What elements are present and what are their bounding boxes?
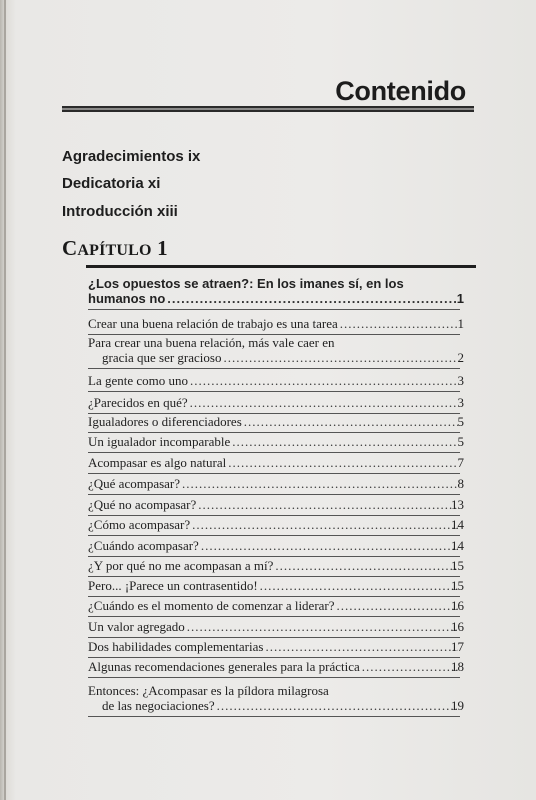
toc-entry — [88, 639, 464, 654]
toc-entry-title: ¿Qué no acompasar? — [88, 497, 197, 512]
toc-entry-page: 17 — [451, 639, 464, 654]
toc-entry-rule — [88, 616, 460, 617]
toc-entry — [88, 497, 464, 512]
dot-leader — [260, 578, 458, 593]
toc-entry-page: 2 — [457, 350, 464, 365]
toc-entry-rule — [88, 391, 460, 392]
dot-leader — [275, 558, 458, 573]
toc-entry-rule — [88, 596, 460, 597]
toc-entry — [88, 276, 464, 306]
toc-entry-title: Pero... ¡Parece un contrasentido! — [88, 578, 258, 593]
page-title: Contenido — [335, 76, 466, 106]
dot-leader — [228, 455, 458, 470]
toc-entry-title: La gente como uno — [88, 373, 188, 388]
front-matter-introduction: Introducción xiii — [62, 203, 178, 220]
toc-entry-rule — [88, 309, 460, 310]
toc-entry — [88, 455, 464, 470]
toc-entry-title: ¿Cuándo acompasar? — [88, 538, 199, 553]
toc-entry-title: Algunas recomendaciones generales para la práctica — [88, 659, 360, 674]
toc-entry-page: 16 — [451, 598, 464, 613]
toc-entry-title: Igualadores o diferenciadores — [88, 414, 242, 429]
chapter-number: 1 — [157, 236, 168, 260]
toc-entry-title: ¿Parecidos en qué? — [88, 395, 188, 410]
chapter-rule — [86, 265, 476, 268]
toc-entry-page: 13 — [451, 497, 464, 512]
dot-leader — [337, 598, 458, 613]
toc-entry — [88, 316, 464, 331]
toc-entry-rule — [88, 535, 460, 536]
toc-entry-page: 14 — [451, 517, 464, 532]
toc-entry-rule — [88, 637, 460, 638]
toc-entry-rule — [88, 576, 460, 577]
toc-entry — [88, 619, 464, 634]
dot-leader — [265, 639, 458, 654]
toc-entry-page: 5 — [457, 414, 464, 429]
toc-entry — [88, 373, 464, 388]
toc-entry — [88, 434, 464, 449]
dot-leader — [190, 373, 458, 388]
toc-entry — [88, 414, 464, 429]
toc-entry-title: ¿Qué acompasar? — [88, 476, 181, 491]
toc-entry-title-line2: humanos no — [88, 291, 166, 306]
toc-entry-page: 15 — [451, 578, 464, 593]
toc-entry — [88, 395, 464, 410]
dot-leader — [232, 434, 458, 449]
toc-entry-title: Crear una buena relación de trabajo es una tarea — [88, 316, 338, 331]
toc-entry-page: 8 — [457, 476, 464, 491]
toc-entry-page: 15 — [451, 558, 464, 573]
toc-entry-rule — [88, 515, 460, 516]
toc-entry — [88, 538, 464, 553]
toc-entry-page: 1 — [457, 316, 464, 331]
title-rule — [62, 106, 474, 112]
front-matter-acknowledgements: Agradecimientos ix — [62, 148, 201, 165]
toc-entry-page: 3 — [457, 395, 464, 410]
toc-entry-page: 1 — [456, 291, 464, 306]
dot-leader — [187, 619, 458, 634]
dot-leader — [190, 395, 458, 410]
toc-entry-rule — [88, 716, 460, 717]
toc-entry — [88, 659, 464, 674]
dot-leader — [198, 497, 458, 512]
toc-entry-rule — [88, 368, 460, 369]
toc-entry — [88, 476, 464, 491]
toc-entry-page: 7 — [457, 455, 464, 470]
toc-entry-title: ¿Cuándo es el momento de comenzar a liderar? — [88, 598, 335, 613]
dot-leader — [167, 291, 458, 306]
toc-entry-rule — [88, 677, 460, 678]
toc-entry — [88, 335, 464, 365]
toc-entry-rule — [88, 452, 460, 453]
chapter-word: APÍTULO — [77, 242, 152, 259]
dot-leader — [244, 414, 458, 429]
dot-leader — [192, 517, 458, 532]
chapter-heading — [62, 236, 168, 261]
toc-entry-rule — [88, 657, 460, 658]
toc-entry-title: ¿Y por qué no me acompasan a mí? — [88, 558, 274, 573]
dot-leader — [362, 659, 458, 674]
chapter-prefix: C — [62, 236, 78, 260]
toc-entry — [88, 578, 464, 593]
toc-entry-rule — [88, 494, 460, 495]
toc-entry-title-line2: gracia que ser gracioso — [102, 350, 222, 365]
toc-entry — [88, 558, 464, 573]
toc-entry — [88, 683, 464, 713]
toc-entry-page: 19 — [451, 698, 464, 713]
toc-entry-page: 5 — [457, 434, 464, 449]
toc-entry — [88, 517, 464, 532]
dot-leader — [340, 316, 458, 331]
toc-entry-rule — [88, 556, 460, 557]
toc-entry-title-line1: Entonces: ¿Acompasar es la píldora milagrosa — [88, 683, 329, 698]
toc-entry-rule — [88, 473, 460, 474]
toc-entry-title-line1: Para crear una buena relación, más vale caer en — [88, 335, 335, 350]
toc-entry-title: ¿Cómo acompasar? — [88, 517, 191, 532]
toc-entry-title-line2: de las negociaciones? — [102, 698, 215, 713]
toc-entry-page: 3 — [457, 373, 464, 388]
front-matter-dedication: Dedicatoria xi — [62, 175, 161, 192]
dot-leader — [182, 476, 458, 491]
toc-entry-title: Un igualador incomparable — [88, 434, 231, 449]
toc-entry-page: 16 — [451, 619, 464, 634]
toc-entry-page: 14 — [451, 538, 464, 553]
toc-entry-title: Acompasar es algo natural — [88, 455, 227, 470]
dot-leader — [201, 538, 458, 553]
dot-leader — [223, 350, 458, 365]
toc-entry-title-line1: ¿Los opuestos se atraen?: En los imanes sí, en los — [88, 276, 404, 291]
dot-leader — [217, 698, 458, 713]
toc-entry-title: Un valor agregado — [88, 619, 185, 634]
book-spine — [4, 0, 6, 800]
toc-entry-page: 18 — [451, 659, 464, 674]
toc-entry — [88, 598, 464, 613]
toc-entry-title: Dos habilidades complementarias — [88, 639, 264, 654]
toc-entry-rule — [88, 432, 460, 433]
